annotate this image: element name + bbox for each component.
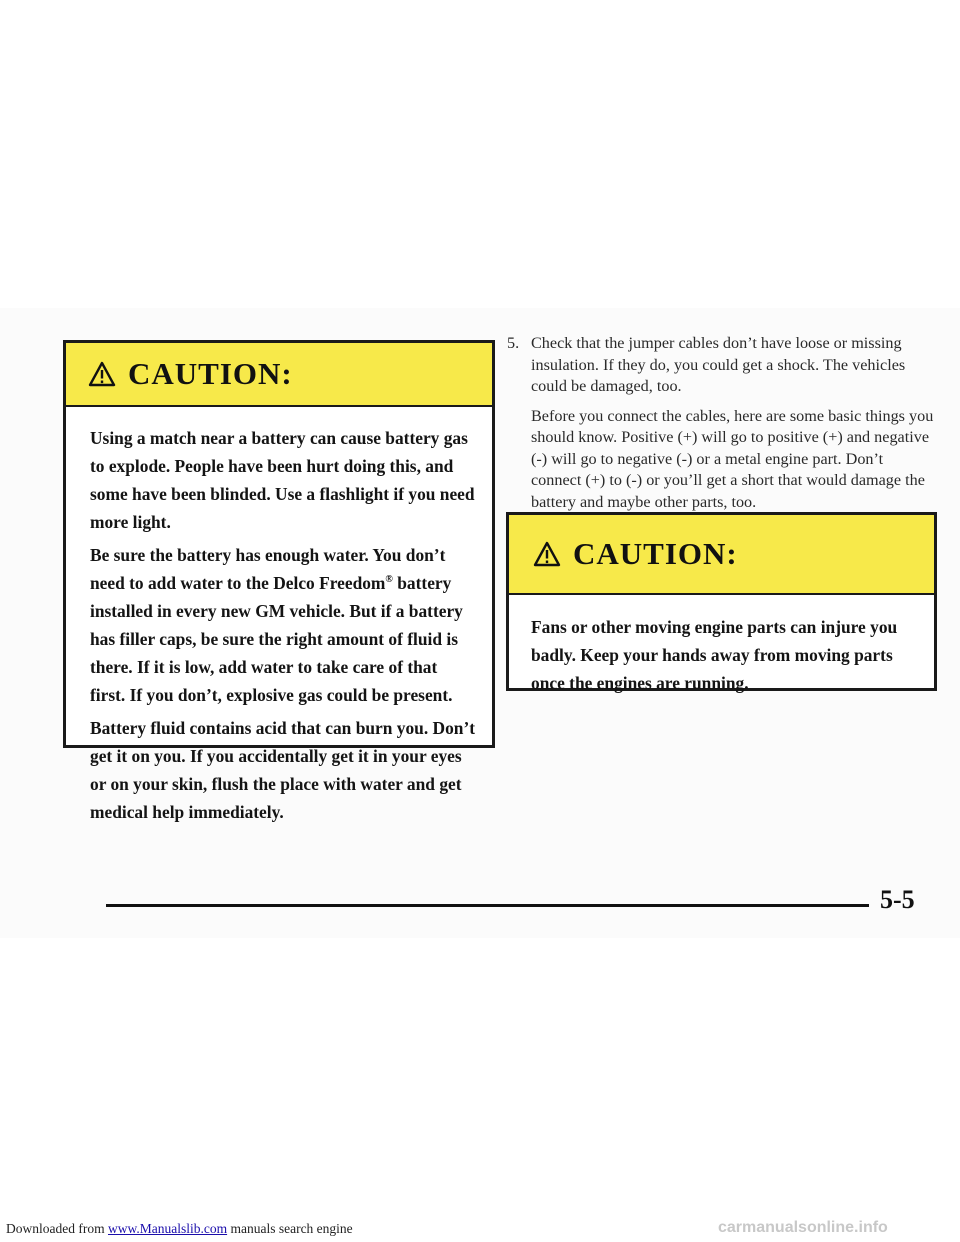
caution-header bbox=[66, 343, 492, 407]
caution-box-battery bbox=[63, 340, 495, 822]
step-5-paragraph-basics: Before you connect the cables, here are some basic things you should know. Positive (+) will go to positive (+) and negative (-) will go to negative (-) or a metal engine part. Don’t connect (+) to (-) or you’ll get a short that would damage the battery and maybe other parts, too. bbox=[531, 406, 934, 511]
caution-body bbox=[66, 407, 492, 826]
footer-rule bbox=[106, 904, 869, 907]
caution-title: CAUTION: bbox=[573, 536, 738, 571]
caution-paragraph-water: Be sure the battery has enough water. You don’t need to add water to the Delco Freedom® battery installed in every new GM vehicle. But if a battery has filler caps, be sure the right amount of fluid is there. If it is low, add water to take care of that first. If you don’t, explosive gas could be present. bbox=[90, 545, 463, 705]
caution-box-fans bbox=[506, 512, 937, 691]
page-number: 5-5 bbox=[880, 885, 915, 914]
caution-paragraph-fans: Fans or other moving engine parts can injure you badly. Keep your hands away from moving parts once the engines are running. bbox=[531, 617, 898, 693]
warning-triangle-icon bbox=[533, 541, 561, 567]
step-5 bbox=[507, 333, 937, 521]
warning-triangle-icon bbox=[88, 361, 116, 387]
caution-header bbox=[509, 515, 934, 595]
caution-title: CAUTION: bbox=[128, 356, 293, 391]
registered-mark: ® bbox=[385, 574, 393, 586]
step-number: 5. bbox=[507, 334, 520, 352]
caution-paragraph-match: Using a match near a battery can cause battery gas to explode. People have been hurt doing this, and some have been blinded. Use a flashlight if you need more light. bbox=[90, 428, 475, 532]
watermark: carmanualsonline.info bbox=[718, 1219, 888, 1236]
caution-paragraph-acid: Battery fluid contains acid that can burn you. Don’t get it on you. If you accidentally get it in your eyes or on your skin, flush the place with water and get medical help immediately. bbox=[90, 718, 476, 822]
step-5-paragraph-cables: Check that the jumper cables don’t have loose or missing insulation. If they do, you could get a shock. The vehicles could be damaged, too. bbox=[531, 334, 906, 395]
manualslib-link[interactable]: www.Manualslib.com bbox=[107, 1221, 228, 1236]
download-credit: Downloaded from www.Manualslib.com manuals search engine bbox=[6, 1221, 353, 1236]
caution-body bbox=[509, 595, 934, 697]
